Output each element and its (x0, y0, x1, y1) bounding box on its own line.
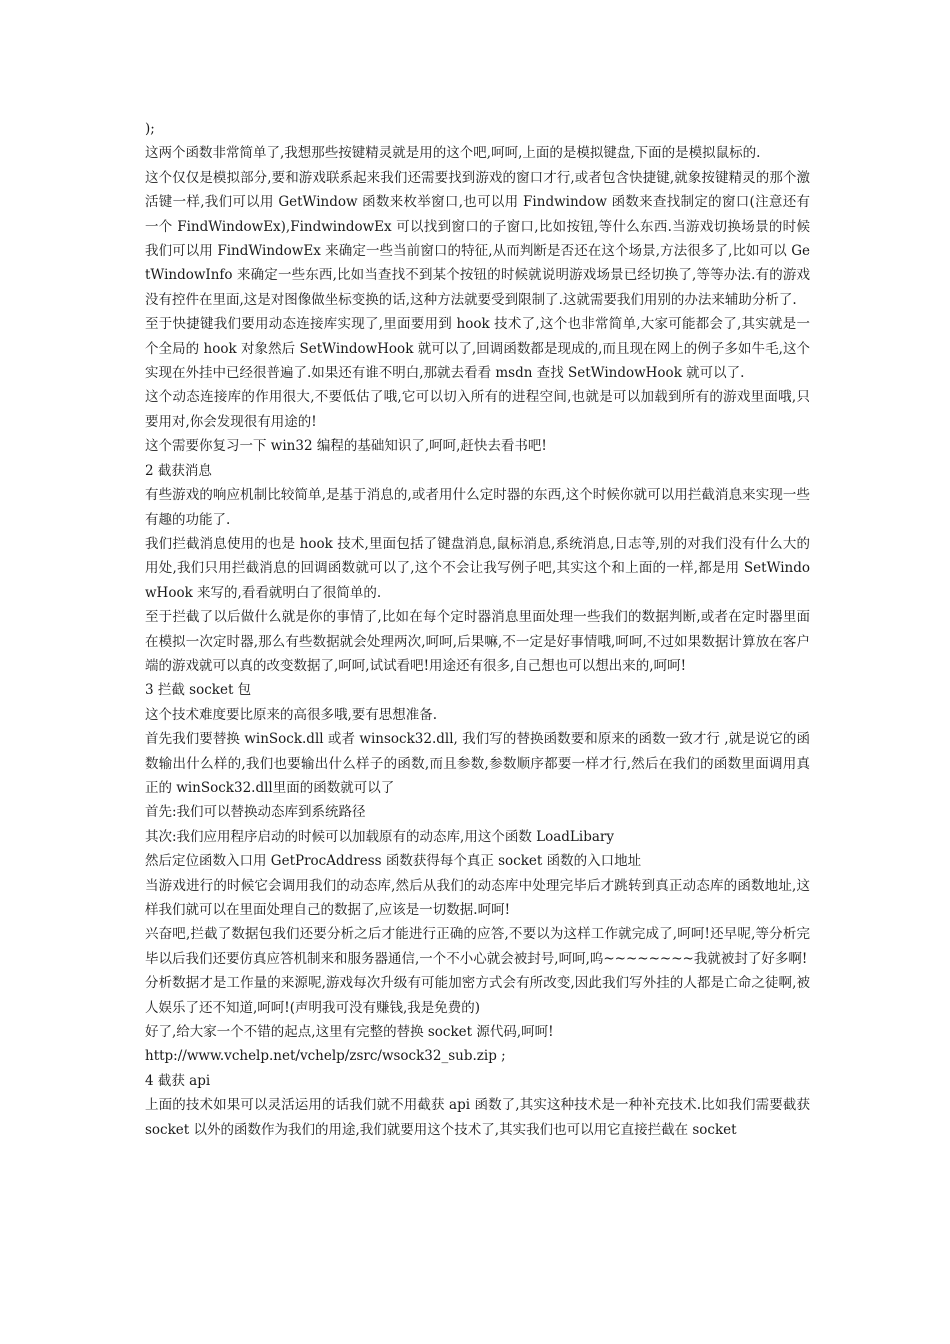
paragraph: 上面的技术如果可以灵活运用的话我们就不用截获 api 函数了,其实这种技术是一种补充技术.比如我们需要截获 socket 以外的函数作为我们的用途,我们就要用这个技术了,其实我们也可以用它直接拦截在 socket (145, 1097, 810, 1138)
paragraph: 这个动态连接库的作用很大,不要低估了哦,它可以切入所有的进程空间,也就是可以加载到所有的游戏里面哦,只要用对,你会发现很有用途的! (145, 389, 810, 430)
paragraph: 至于快捷键我们要用动态连接库实现了,里面要用到 hook 技术了,这个也非常简单,大家可能都会了,其实就是一个全局的 hook 对象然后 SetWindowHook 就可以了,回调函数都是现成的,而且现在网上的例子多如牛毛,这个实现在外挂中已经很普遍了.如果还有谁不明白,那就去看看 msdn 查找 SetWindowHook 就可以了. (145, 316, 810, 382)
paragraph: 这个技术难度要比原来的高很多哦,要有思想准备. (145, 706, 438, 723)
section-heading: 3 拦截 socket 包 (145, 682, 252, 699)
paragraph: 首先我们要替换 winSock.dll 或者 winsock32.dll, 我们写的替换函数要和原来的函数一致才行 ,就是说它的函数输出什么样的,我们也要输出什么样子的函数,而且参数,参数顺序都要一样才行,然后在我们的函数里面调用真正的 winSock32.dll里面的函数就可以了 (145, 731, 810, 796)
paragraph: 当游戏进行的时候它会调用我们的动态库,然后从我们的动态库中处理完毕后才跳转到真正动态库的函数地址,这样我们就可以在里面处理自己的数据了,应该是一切数据.呵呵! (145, 877, 810, 918)
paragraph: 我们拦截消息使用的也是 hook 技术,里面包括了键盘消息,鼠标消息,系统消息,日志等,别的对我们没有什么大的用处,我们只用拦截消息的回调函数就可以了,这个不会让我写例子吧,其实这个和上面的一样,都是用 SetWindowHook 来写的,看看就明白了很简单的. (145, 535, 810, 601)
paragraph: 首先:我们可以替换动态库到系统路径 (145, 804, 366, 821)
paragraph: 分析数据才是工作量的来源呢,游戏每次升级有可能加密方式会有所改变,因此我们写外挂的人都是亡命之徒啊,被人娱乐了还不知道,呵呵!(声明我可没有赚钱,我是免费的) (145, 975, 810, 1016)
document-body (145, 117, 810, 1142)
paragraph: 好了,给大家一个不错的起点,这里有完整的替换 socket 源代码,呵呵! (145, 1024, 554, 1041)
paragraph: 至于拦截了以后做什么就是你的事情了,比如在每个定时器消息里面处理一些我们的数据判断,或者在定时器里面在模拟一次定时器,那么有些数据就会处理两次,呵呵,后果嘛,不一定是好事情哦,呵呵,不过如果数据计算放在客户端的游戏就可以真的改变数据了,呵呵,试试看吧!用途还有很多,自己想也可以想出来的,呵呵! (145, 609, 810, 674)
section-heading: 2 截获消息 (145, 462, 212, 479)
paragraph: 有些游戏的响应机制比较简单,是基于消息的,或者用什么定时器的东西,这个时候你就可以用拦截消息来实现一些有趣的功能了. (145, 487, 810, 528)
paragraph: 这个仅仅是模拟部分,要和游戏联系起来我们还需要找到游戏的窗口才行,或者包含快捷键,就象按键精灵的那个激活键一样,我们可以用 GetWindow 函数来枚举窗口,也可以用 Findwindow 函数来查找制定的窗口(注意还有一个 FindWindowEx),FindwindowEx 可以找到窗口的子窗口,比如按钮,等什么东西.当游戏切换场景的时候我们可以用 FindWindowEx 来确定一些当前窗口的特征,从而判断是否还在这个场景,方法很多了,比如可以 GetWindowInfo 来确定一些东西,比如当查找不到某个按钮的时候就说明游戏场景已经切换了,等等办法.有的游戏没有控件在里面,这是对图像做坐标变换的话,这种方法就要受到限制了.这就需要我们用别的办法来辅助分析了. (145, 169, 810, 308)
paragraph: 这个需要你复习一下 win32 编程的基础知识了,呵呵,赶快去看书吧! (145, 438, 547, 455)
paragraph: 然后定位函数入口用 GetProcAddress 函数获得每个真正 socket 函数的入口地址 (145, 853, 642, 870)
section-heading: 4 截获 api (145, 1072, 211, 1089)
paragraph: 兴奋吧,拦截了数据包我们还要分析之后才能进行正确的应答,不要以为这样工作就完成了,呵呵!还早呢,等分析完毕以后我们还要仿真应答机制来和服务器通信,一个不小心就会被封号,呵呵,呜~~~~~~~~我就被封了好多啊! (145, 926, 810, 967)
paragraph: 其次:我们应用程序启动的时候可以加载原有的动态库,用这个函数 LoadLibary (145, 828, 614, 845)
code-fragment: ); (145, 121, 155, 137)
paragraph: 这两个函数非常简单了,我想那些按键精灵就是用的这个吧,呵呵,上面的是模拟键盘,下面的是模拟鼠标的. (145, 145, 761, 162)
download-url: http://www.vchelp.net/vchelp/zsrc/wsock32_sub.zip ; (145, 1048, 506, 1065)
